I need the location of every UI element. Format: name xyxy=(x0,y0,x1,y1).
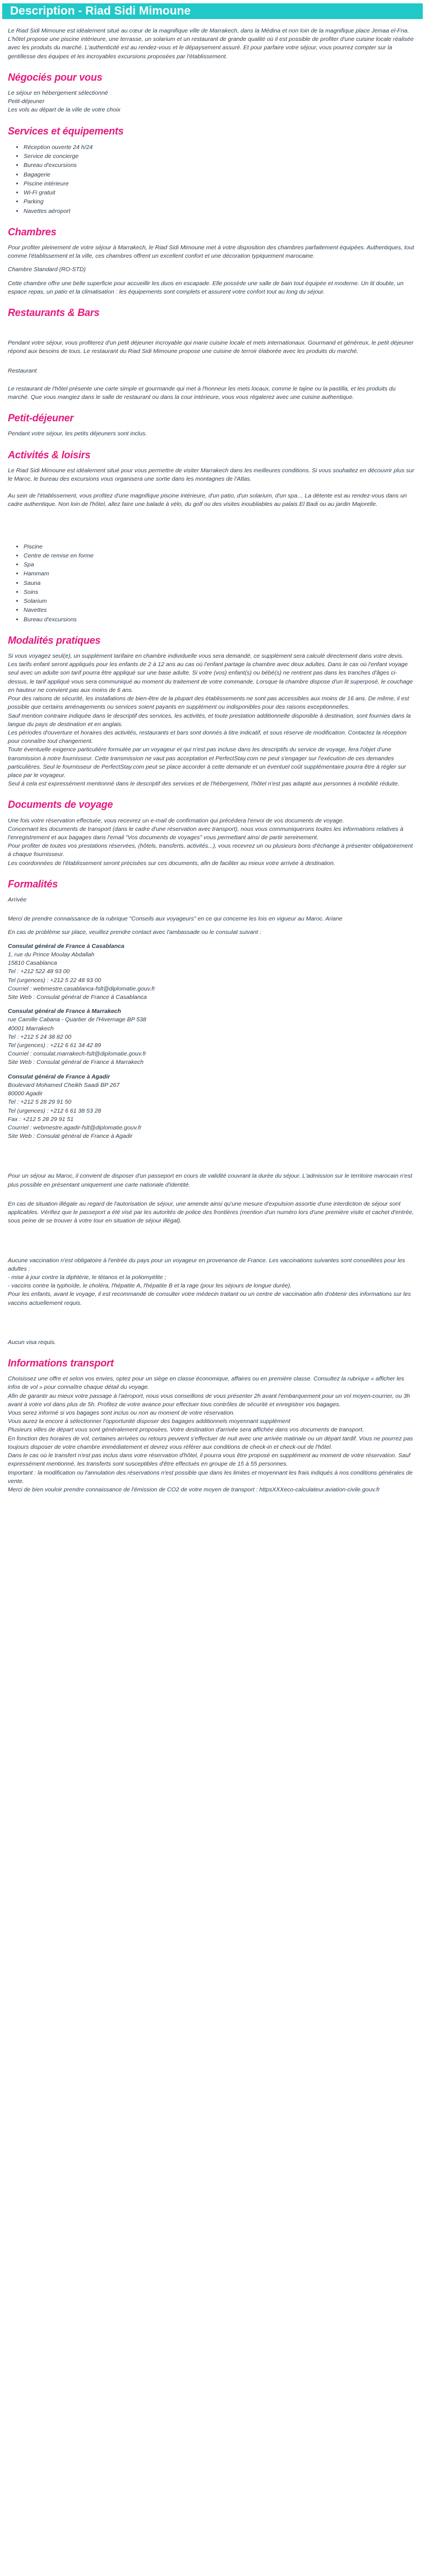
modalites-line: Sauf mention contraire indiquée dans le descriptif des services, les activités, et toute prestation additionnelle disponible à destination, sont fournies dans la langue du pays de destination et en anglais. xyxy=(8,712,411,728)
consulat-line: rue Camille Cabana - Quartier de l'Hivernage BP 538 xyxy=(8,1016,146,1024)
consulat-line: Tel : +212 5 28 29 91 50 xyxy=(8,1099,72,1106)
intro-text: Le Riad Sidi Mimoune est idéalement situé au cœur de la magnifique ville de Marrakech, dans la Médina et non loin de la magnifique place Jemaa el-Fna. L'hôtel propose une piscine intérieure, une terrasse, un solarium et un restaurant de grande qualité où il est possible de profiter d'une cuisine locale réalisée avec les produits du marché. L'authenticité est au rendez-vous et le dépaysement assuré. Et pour parfaire votre séjour, vous pourrez compter sur la gentillesse des équipes et les incroyables excursions proposées par l'établissement. xyxy=(8,27,414,60)
list-item: • Soins xyxy=(24,588,417,597)
vaccination-text xyxy=(8,1257,417,1308)
section-heading-transport: Informations transport xyxy=(8,1357,114,1369)
transport-line: Vous aurez la encore à sélectionner l'opportunité disposer des bagages additionnels moyennant supplément xyxy=(8,1418,290,1425)
section-heading-documents: Documents de voyage xyxy=(8,799,113,811)
section-heading-petit-dejeuner: Petit-déjeuner xyxy=(8,412,74,424)
consulat-website-link[interactable]: Site Web : Consulat général de France à Marrakech xyxy=(8,1059,144,1066)
list-item: • Wi-Fi gratuit xyxy=(24,188,417,197)
petit-dejeuner-text: Pendant votre séjour, les petits déjeuners sont inclus. xyxy=(8,430,147,438)
transport-line: En fonction des horaires de vol, certaines arrivées ou retours peuvent s'effectuer de nuit avec une arrivée matinale ou un départ tardif. Vous ne pourrez pas toujours disposer de votre chambre immédiatement et devrez vous référer aux conditions de check-in et check-out de l'hôtel. xyxy=(8,1435,413,1450)
vaccination-line: - mise à jour contre la diphtérie, le tétanos et la poliomyélite ; xyxy=(8,1273,167,1281)
modalites-line: Pour des raisons de sécurité, les installations de bien-être de la plupart des établissements ne sont pas accessibles aux moins de 16 ans. De même, il est possible que certains aménagements ou services soient payants en supplément ou indisponibles pour des raisons exceptionnelles. xyxy=(8,695,409,711)
list-item: • Solarium xyxy=(24,597,417,606)
formalites-arrivee: Arrivée xyxy=(8,896,27,903)
documents-line: Concernant les documents de transport (dans le cadre d'une réservation avec transport), nous vous communiquerons toutes les informations relatives à l'enregistrement et aux bagages dans l'email "Vos documents de voyages" vous permettant ainsi de partir sereinement. xyxy=(8,825,404,841)
consulat-line: Tel : +212 5 24 38 82 00 xyxy=(8,1033,72,1040)
consulat-line: 80000 Agadir xyxy=(8,1090,43,1098)
modalites-line: Toute éventuelle exigence particulière formulée par un voyageur et qui n'est pas incluse dans les descriptifs du service de voyage, fera l'objet d'une transmission à notre fournisseur. Cette transmission ne vaut pas acceptation et PerfectStay.com ne peut s'engager sur l'exécution de ces demandes particulières. Seul le fournisseur de PerfectStay.com peut se place accorder à cette demande et un éventuel coût supplémentaire pourra être à régler sur place par le voyageur. xyxy=(8,746,406,779)
documents-line: Pour profiter de toutes vos prestations réservées, (hôtels, transferts, activités...), vous recevrez un ou plusieurs bons d'échange à présenter obligatoirement à chaque fournisseur. xyxy=(8,843,413,858)
consulat-email-link[interactable]: Courriel : webmestre.agadir-fslt@diplomatie.gouv.fr xyxy=(8,1124,142,1132)
consulat-name: Consulat général de France à Agadir xyxy=(8,1073,110,1080)
visa-text: Aucun visa requis. xyxy=(8,1338,56,1346)
consulat-line: Tel (urgences) : +212 6 61 38 53 28 xyxy=(8,1107,101,1114)
restaurant-description: Le restaurant de l'hôtel présente une carte simple et gourmande qui met à l'honneur les mets locaux, comme le tajine ou la pastilla, et les produits du marché. Que vous mangiez dans le salle de restaurant ou dans la cour intérieure, vous vous régalerez avec une cuisine authentique. xyxy=(8,385,396,401)
modalites-line: Seul à cela est expressément mentionné dans le descriptif des services et de l'hébergement, l'hôtel n'est pas adapté aux personnes à mobilité réduite. xyxy=(8,780,400,788)
negocies-line: Le séjour en hébergement sélectionné xyxy=(8,89,108,96)
consulat-line: 1, rue du Prince Moulay Abdallah xyxy=(8,951,95,958)
transport-co2-link[interactable]: Merci de bien vouloir prendre connaissance de l'émission de CO2 de votre moyen de transport : httpsXXXeco-calculateur.aviation-civile.gouv.fr xyxy=(8,1486,380,1494)
modalites-line: Si vous voyagez seul(e), un supplément tarifaire en chambre individuelle vous sera demandé, ce supplément sera calculé directement dans votre devis. xyxy=(8,652,404,659)
modalites-text xyxy=(8,652,417,789)
consulat-line: Boulevard Mohamed Cheikh Saadi BP 267 xyxy=(8,1081,120,1089)
section-heading-restaurants: Restaurants & Bars xyxy=(8,307,100,319)
list-item: • Réception ouverte 24 h/24 xyxy=(24,143,417,152)
section-heading-formalites: Formalités xyxy=(8,878,58,890)
list-item: • Bagagerie xyxy=(24,170,417,179)
transport-line: Dans le cas où le transfert n'est pas inclus dans votre réservation d'hôtel, il pourra vous être proposé en supplément au moment de votre réservation. Sauf expressément mentionné, les transferts sont susceptibles d'être effectués en groupe de 15 à 55 personnes. xyxy=(8,1452,410,1468)
transport-line: Choisissez une offre et selon vos envies, optez pour un siège en classe économique, affaires ou en première classe. Consultez la rubrique « afficher les infos de vol » pour connaître chaque détail du voyage. xyxy=(8,1375,404,1391)
consulat-email-link[interactable]: Courriel : webmestre.casablanca-fslt@diplomatie.gouv.fr xyxy=(8,985,155,992)
list-item: • Bureau d'excursions xyxy=(24,161,417,170)
consulat-line: Tel (urgences) : +212 5 22 48 93 00 xyxy=(8,977,101,984)
consulat-website-link[interactable]: Site Web : Consulat général de France à Agadir xyxy=(8,1133,133,1140)
passport-text: Pour un séjour au Maroc, il convient de disposer d'un passeport en cours de validité couvrant la durée du séjour. L'admission sur le territoire marocain n'est plus possible en présentant uniquement une carte nationale d'identité. xyxy=(8,1173,413,1188)
room-name: Chambre Standard (RO-STD) xyxy=(8,266,86,273)
vaccination-line: - vaccins contre la typhoïde, le choléra, l'hépatite A, l'hépatite B et la rage (pour les séjours de longue durée). xyxy=(8,1282,292,1290)
negocies-list xyxy=(8,89,417,115)
consulat-line: 15810 Casablanca xyxy=(8,960,57,967)
modalites-line: Les périodes d'ouverture et horaires des activités, restaurants et bars sont donnés à titre indicatif, et sous réserve de modification. Contactez la réception pour connaître tout changement. xyxy=(8,729,407,745)
list-item: • Hammam xyxy=(24,569,417,578)
formalites-text: Merci de prendre connaissance de la rubrique "Conseils aux voyageurs" en ce qui concerne les lois en vigueur au Maroc. Ariane xyxy=(8,915,343,923)
documents-text xyxy=(8,817,417,868)
activites-text-2: Au sein de l'établissement, vous profitez d'une magnifique piscine intérieure, d'un patio, d'un solarium, d'un spa… La détente est au rendez-vous dans un cadre authentique. Non loin de l'hôtel, allez faire une balade à vélo, du golf ou des visites inoubliables au palais El Badi ou au jardin Majorelle. xyxy=(8,492,407,508)
list-item: • Bureau d'excursions xyxy=(24,615,417,624)
consulat-name: Consulat général de France à Marrakech xyxy=(8,1008,121,1015)
consulat-marrakech xyxy=(8,1007,417,1067)
section-heading-negocies: Négociés pour vous xyxy=(8,71,103,83)
list-item: • Centre de remise en forme xyxy=(24,551,417,560)
list-item: • Piscine intérieure xyxy=(24,179,417,188)
legal-text: En cas de situation illégale au regard de l'autorisation de séjour, une amende ainsi qu'une mesure d'expulsion assortie d'une interdiction de séjour sont applicables. Vérifiez que le passeport a été visé par les autorités de police des frontières (mention d'un numéro lors d'une première visite et cachet d'entrée, sous peine de se trouver à votre tour en situation de séjour illégal). xyxy=(8,1200,414,1225)
section-heading-activites: Activités & loisirs xyxy=(8,449,91,461)
consulat-email-link[interactable]: Courriel : consulat.marrakech-fslt@diplomatie.gouv.fr xyxy=(8,1050,146,1058)
consulat-casablanca xyxy=(8,942,417,1002)
list-item: • Piscine xyxy=(24,542,417,551)
negocies-line: Les vols au départ de la ville de votre choix xyxy=(8,106,121,114)
consulat-website-link[interactable]: Site Web : Consulat général de France à Casablanca xyxy=(8,993,147,1001)
negocies-line: Petit-déjeuner xyxy=(8,98,45,105)
transport-line: Important : la modification ou l'annulation des réservations n'est possible que dans les limites et moyennant les frais indiqués à nos conditions générales de vente. xyxy=(8,1469,413,1485)
activites-list xyxy=(8,542,417,624)
list-item: • Navettes aéroport xyxy=(24,207,417,216)
documents-line: Une fois votre réservation effectuée, vous recevrez un e-mail de confirmation qui précédera l'envoi de vos documents de voyage. xyxy=(8,817,344,824)
transport-line: Plusieurs villes de départ vous sont généralement proposées. Votre destination d'arrivée sera affichée dans vos documents de transport. xyxy=(8,1426,364,1434)
room-description: Cette chambre offre une belle superficie pour accueillir les duos en escapade. Elle possède une salle de bain tout équipée et moderne. Un lit double, un espace repas, un patio et la climatisation : les équipements sont complets et assurent votre confort tout au long du séjour. xyxy=(8,280,404,295)
chambres-text: Pour profiter pleinement de votre séjour à Marrakech, le Riad Sidi Mimoune met à votre disposition des chambres parfaitement équipées. Authentiques, tout comme l'établissement et la ville, ces chambres offrent un excellent confort et une décoration typiquement marocaine. xyxy=(8,244,414,260)
list-item: • Service de concierge xyxy=(24,152,417,161)
list-item: • Parking xyxy=(24,197,417,206)
consulat-line: Fax : +212 5 28 29 91 51 xyxy=(8,1115,74,1123)
formalites-contact-text: En cas de problème sur place, veuillez prendre contact avec l'ambassade ou le consulat suivant : xyxy=(8,929,262,936)
transport-line: Vous serez informé si vos bagages sont inclus ou non au moment de votre réservation. xyxy=(8,1410,235,1417)
consulat-agadir xyxy=(8,1073,417,1141)
section-heading-chambres: Chambres xyxy=(8,226,57,238)
vaccination-line: Pour les enfants, avant le voyage, il est recommandé de consulter votre médecin traitant ou un centre de vaccination afin d'obtenir des informations sur les vaccins actuellement requis. xyxy=(8,1291,411,1306)
consulat-line: Tel (urgences) : +212 6 61 34 42 89 xyxy=(8,1042,101,1049)
content xyxy=(0,27,425,1494)
transport-line: Afin de garantir au mieux votre passage à l'aéroport, nous vous conseillons de vous présenter 2h avant l'embarquement pour un vol moyen-courrier, ou 3h avant à votre vol dans plus de 5h. Profitez de votre avance pour effectuer tous contrôles de sécurité et enregistrer vos bagages. xyxy=(8,1392,410,1408)
services-list xyxy=(8,143,417,216)
vaccination-line: Aucune vaccination n'est obligatoire à l'entrée du pays pour un voyageur en provenance de France. Les vaccinations suivantes sont conseillées pour les adultes : xyxy=(8,1257,405,1272)
transport-text xyxy=(8,1375,417,1494)
list-item: • Sauna xyxy=(24,579,417,588)
page-title: Description - Riad Sidi Mimoune xyxy=(2,3,423,19)
section-heading-modalites: Modalités pratiques xyxy=(8,634,101,646)
consulat-line: 40001 Marrakech xyxy=(8,1025,54,1032)
restaurants-text: Pendant votre séjour, vous profiterez d'un petit déjeuner incroyable qui marie cuisine locale et mets internationaux. Gourmand et généreux, le petit déjeuner répond aux besoins de tous. Le restaurant du Riad Sidi Mimoune propose une cuisine de terroir élaborée avec les produits du marché. xyxy=(8,340,414,355)
consulat-line: Tel : +212 522 48 93 00 xyxy=(8,968,70,975)
list-item: • Spa xyxy=(24,560,417,569)
section-heading-services: Services et équipements xyxy=(8,125,124,137)
list-item: • Navettes xyxy=(24,606,417,615)
consulat-name: Consulat général de France à Casablanca xyxy=(8,942,124,950)
modalites-line: Les tarifs enfant seront appliqués pour les enfants de 2 à 12 ans au cas où l'enfant partage la chambre avec deux adultes. Dans le cas où l'enfant voyage seul avec un adulte son tarif pourra être appliqué sur une base adulte. Si votre (vos) enfant(s) ou bébé(s) ne rentrent pas dans les tranches d'âges ci-dessus, le tarif appliqué vous sera communiqué au moment du traitement de votre commande. Lorsque la chambre dispose d'un lit superposé, le couchage en hauteur ne convient pas aux moins de 6 ans. xyxy=(8,661,413,694)
documents-line: Les coordonnées de l'établissement seront précisées sur ces documents, afin de faciliter au mieux votre arrivée à destination. xyxy=(8,859,335,867)
restaurant-label: Restaurant xyxy=(8,367,37,374)
activites-text: Le Riad Sidi Mimoune est idéalement situé pour vous permettre de visiter Marrakech dans les meilleures conditions. Si vous souhaitez en découvrir plus sur le Maroc, le bureau des excursions vous organisera une sortie dans les montagnes de l'Atlas. xyxy=(8,467,414,482)
